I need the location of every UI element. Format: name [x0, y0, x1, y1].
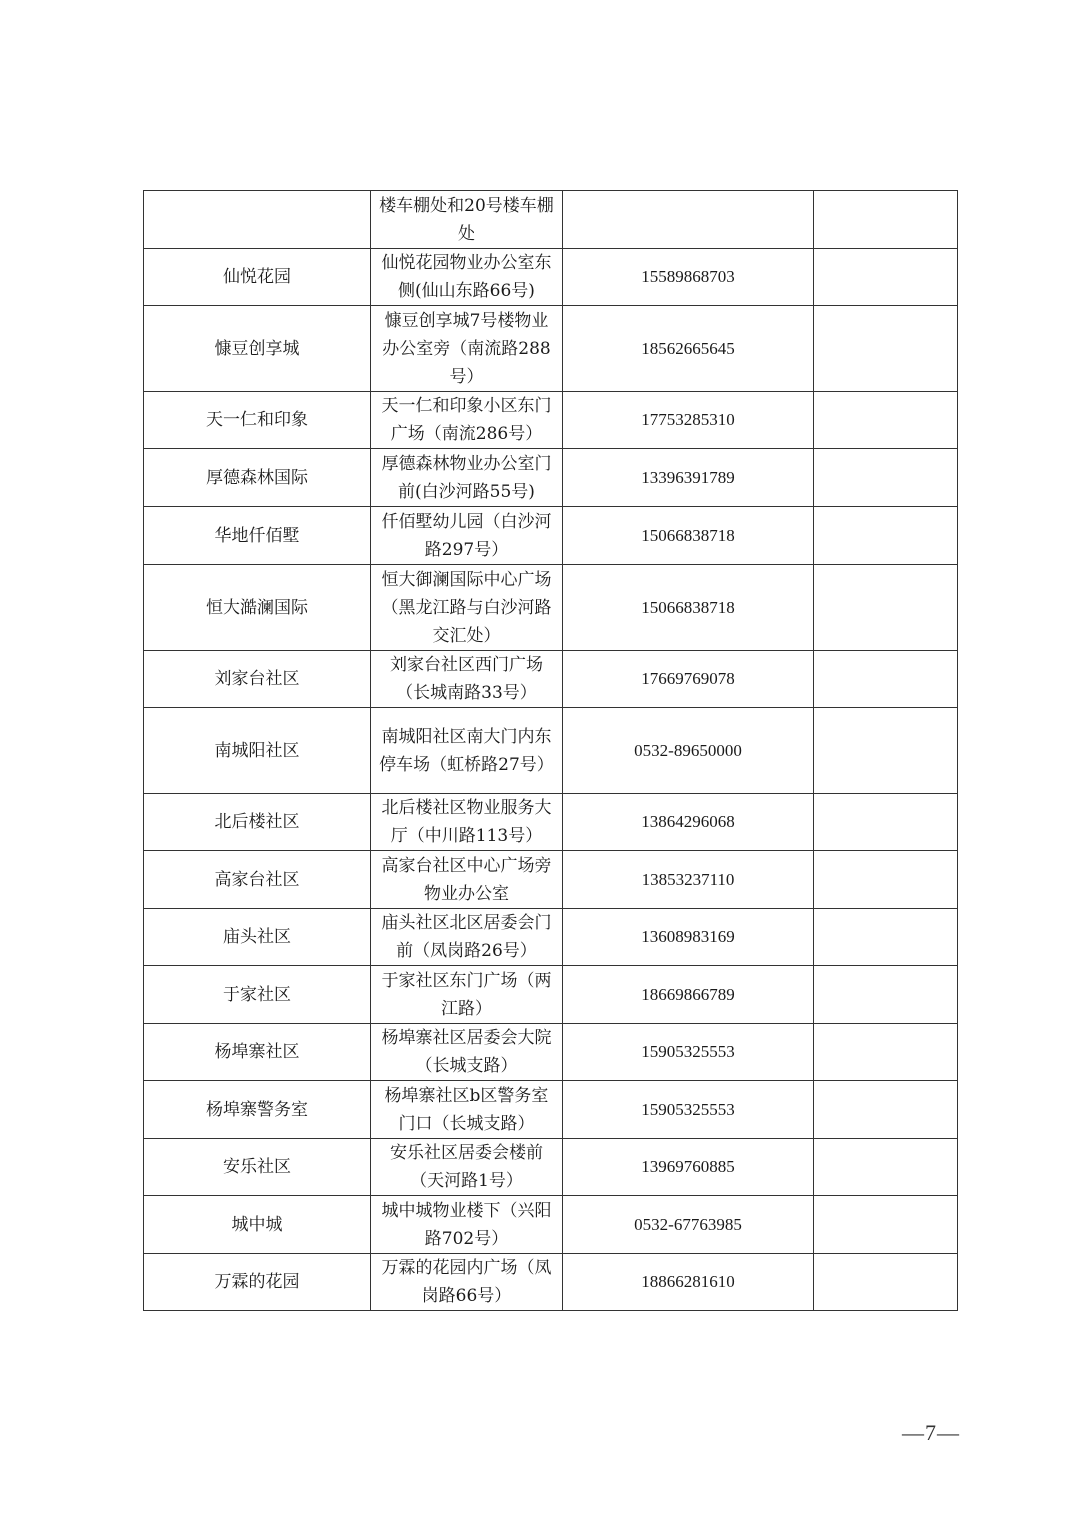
address-cell: 杨埠寨社区居委会大院（长城支路） [371, 1024, 563, 1081]
phone-cell: 18669866789 [563, 966, 814, 1024]
phone-cell: 18866281610 [563, 1254, 814, 1311]
table-row [144, 1196, 958, 1254]
address-cell: 仙悦花园物业办公室东侧(仙山东路66号) [371, 249, 563, 306]
community-name-cell: 刘家台社区 [144, 651, 371, 708]
note-cell [814, 507, 958, 565]
phone-cell: 15589868703 [563, 249, 814, 306]
table-row [144, 249, 958, 306]
note-cell [814, 651, 958, 708]
community-name-cell: 天一仁和印象 [144, 392, 371, 449]
community-name-cell [144, 191, 371, 249]
table-row [144, 966, 958, 1024]
address-cell: 天一仁和印象小区东门广场（南流286号） [371, 392, 563, 449]
table-row [144, 1081, 958, 1139]
note-cell [814, 249, 958, 306]
address-cell: 南城阳社区南大门内东停车场（虹桥路27号） [371, 708, 563, 794]
address-cell: 楼车棚处和20号楼车棚处 [371, 191, 563, 249]
page-number: —7— [902, 1420, 960, 1445]
table-row [144, 1254, 958, 1311]
community-name-cell: 高家台社区 [144, 851, 371, 909]
phone-cell: 15066838718 [563, 565, 814, 651]
phone-cell: 13864296068 [563, 794, 814, 851]
note-cell [814, 909, 958, 966]
table-row [144, 306, 958, 392]
address-cell: 于家社区东门广场（两江路） [371, 966, 563, 1024]
table-row [144, 449, 958, 507]
phone-cell: 13396391789 [563, 449, 814, 507]
community-name-cell: 恒大澔澜国际 [144, 565, 371, 651]
note-cell [814, 966, 958, 1024]
phone-cell [563, 191, 814, 249]
phone-cell: 17669769078 [563, 651, 814, 708]
phone-cell: 18562665645 [563, 306, 814, 392]
community-name-cell: 于家社区 [144, 966, 371, 1024]
table-row [144, 794, 958, 851]
phone-cell: 13608983169 [563, 909, 814, 966]
note-cell [814, 1024, 958, 1081]
address-cell: 厚德森林物业办公室门前(白沙河路55号) [371, 449, 563, 507]
table-row [144, 708, 958, 794]
address-cell: 庙头社区北区居委会门前（凤岗路26号） [371, 909, 563, 966]
note-cell [814, 1081, 958, 1139]
address-cell: 刘家台社区西门广场（长城南路33号） [371, 651, 563, 708]
table-row [144, 651, 958, 708]
note-cell [814, 306, 958, 392]
note-cell [814, 1254, 958, 1311]
community-name-cell: 仙悦花园 [144, 249, 371, 306]
address-cell: 北后楼社区物业服务大厅（中川路113号） [371, 794, 563, 851]
community-name-cell: 庙头社区 [144, 909, 371, 966]
address-cell: 万霖的花园内广场（凤岗路66号） [371, 1254, 563, 1311]
community-name-cell: 安乐社区 [144, 1139, 371, 1196]
address-cell: 安乐社区居委会楼前（天河路1号） [371, 1139, 563, 1196]
phone-cell: 0532-89650000 [563, 708, 814, 794]
address-cell: 仟佰墅幼儿园（白沙河路297号） [371, 507, 563, 565]
community-name-cell: 万霖的花园 [144, 1254, 371, 1311]
community-name-cell: 杨埠寨社区 [144, 1024, 371, 1081]
phone-cell: 0532-67763985 [563, 1196, 814, 1254]
note-cell [814, 565, 958, 651]
address-cell: 慷豆创享城7号楼物业办公室旁（南流路288号） [371, 306, 563, 392]
community-name-cell: 厚德森林国际 [144, 449, 371, 507]
phone-cell: 15066838718 [563, 507, 814, 565]
table-row [144, 851, 958, 909]
note-cell [814, 794, 958, 851]
phone-cell: 13853237110 [563, 851, 814, 909]
community-name-cell: 城中城 [144, 1196, 371, 1254]
table-row [144, 392, 958, 449]
note-cell [814, 708, 958, 794]
community-name-cell: 慷豆创享城 [144, 306, 371, 392]
community-name-cell: 华地仟佰墅 [144, 507, 371, 565]
address-cell: 杨埠寨社区b区警务室门口（长城支路） [371, 1081, 563, 1139]
collection-point-table [143, 190, 958, 1311]
address-cell: 恒大御澜国际中心广场（黑龙江路与白沙河路交汇处） [371, 565, 563, 651]
community-name-cell: 杨埠寨警务室 [144, 1081, 371, 1139]
table-row [144, 565, 958, 651]
table-row [144, 909, 958, 966]
phone-cell: 17753285310 [563, 392, 814, 449]
table-row [144, 191, 958, 249]
note-cell [814, 449, 958, 507]
table-row [144, 1024, 958, 1081]
community-name-cell: 北后楼社区 [144, 794, 371, 851]
address-cell: 高家台社区中心广场旁物业办公室 [371, 851, 563, 909]
phone-cell: 15905325553 [563, 1081, 814, 1139]
address-cell: 城中城物业楼下（兴阳路702号） [371, 1196, 563, 1254]
note-cell [814, 191, 958, 249]
note-cell [814, 851, 958, 909]
community-name-cell: 南城阳社区 [144, 708, 371, 794]
note-cell [814, 1196, 958, 1254]
phone-cell: 13969760885 [563, 1139, 814, 1196]
note-cell [814, 392, 958, 449]
table-body [144, 191, 958, 1311]
table-row [144, 1139, 958, 1196]
table-row [144, 507, 958, 565]
note-cell [814, 1139, 958, 1196]
phone-cell: 15905325553 [563, 1024, 814, 1081]
